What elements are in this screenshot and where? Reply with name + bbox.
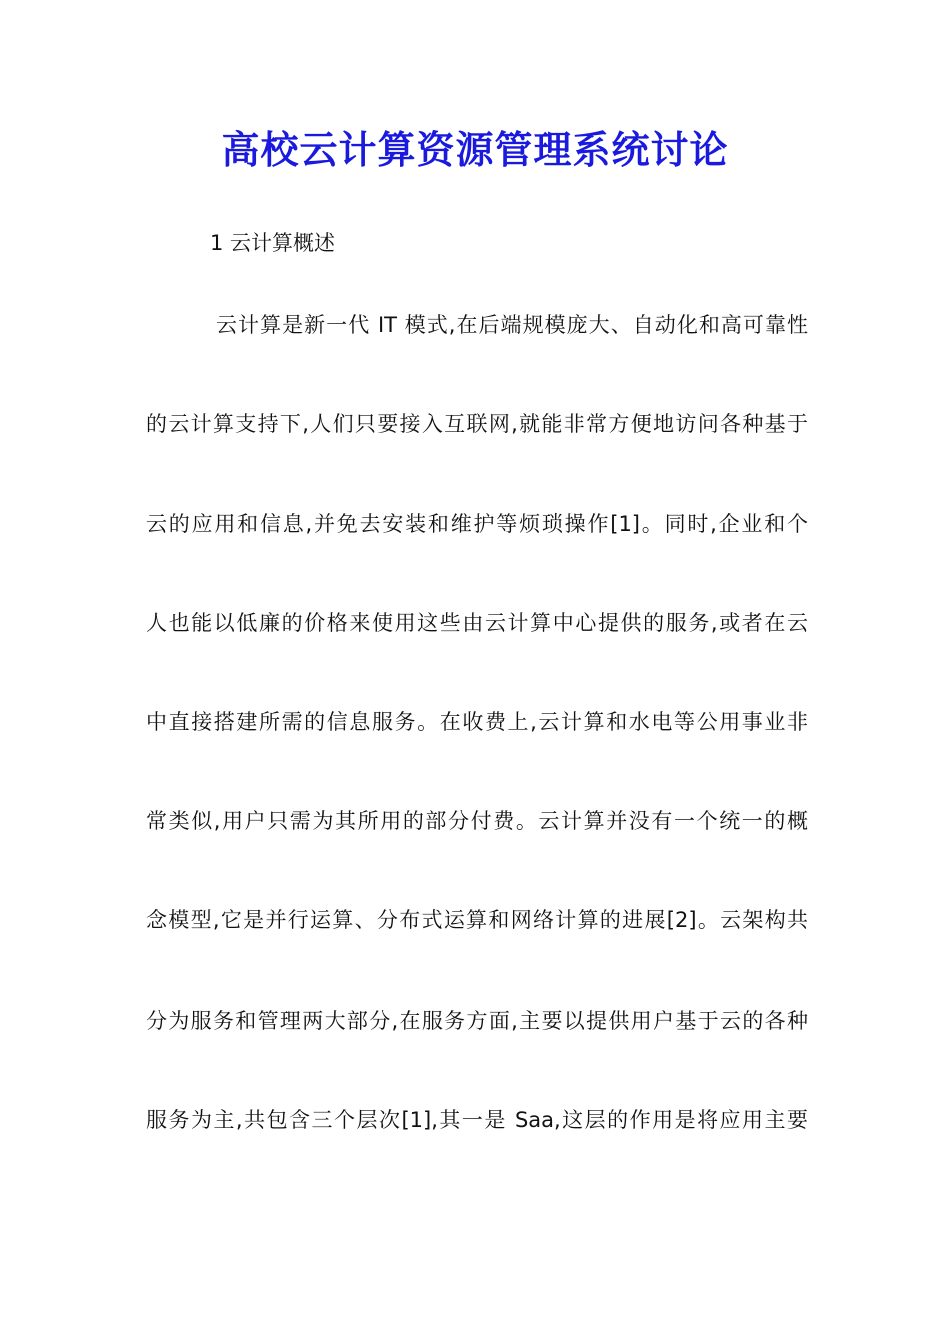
paragraph-line: 服务为主,共包含三个层次[1],其一是 Saa,这层的作用是将应用主要 — [146, 1108, 808, 1132]
paragraph-line: 云计算是新一代 IT 模式,在后端规模庞大、自动化和高可靠性 — [216, 313, 808, 337]
paragraph-line: 云的应用和信息,并免去安装和维护等烦琐操作[1]。同时,企业和个 — [146, 512, 808, 536]
paragraph-line: 中直接搭建所需的信息服务。在收费上,云计算和水电等公用事业非 — [146, 710, 808, 734]
section-heading: 1 云计算概述 — [210, 231, 336, 255]
paragraph-line: 人也能以低廉的价格来使用这些由云计算中心提供的服务,或者在云 — [146, 611, 808, 635]
paragraph-line: 念模型,它是并行运算、分布式运算和网络计算的进展[2]。云架构共 — [146, 908, 808, 932]
document-title: 高校云计算资源管理系统讨论 — [221, 127, 729, 172]
paragraph-line: 分为服务和管理两大部分,在服务方面,主要以提供用户基于云的各种 — [146, 1009, 808, 1033]
paragraph-line: 常类似,用户只需为其所用的部分付费。云计算并没有一个统一的概 — [146, 809, 808, 833]
paragraph-line: 的云计算支持下,人们只要接入互联网,就能非常方便地访问各种基于 — [146, 412, 808, 436]
